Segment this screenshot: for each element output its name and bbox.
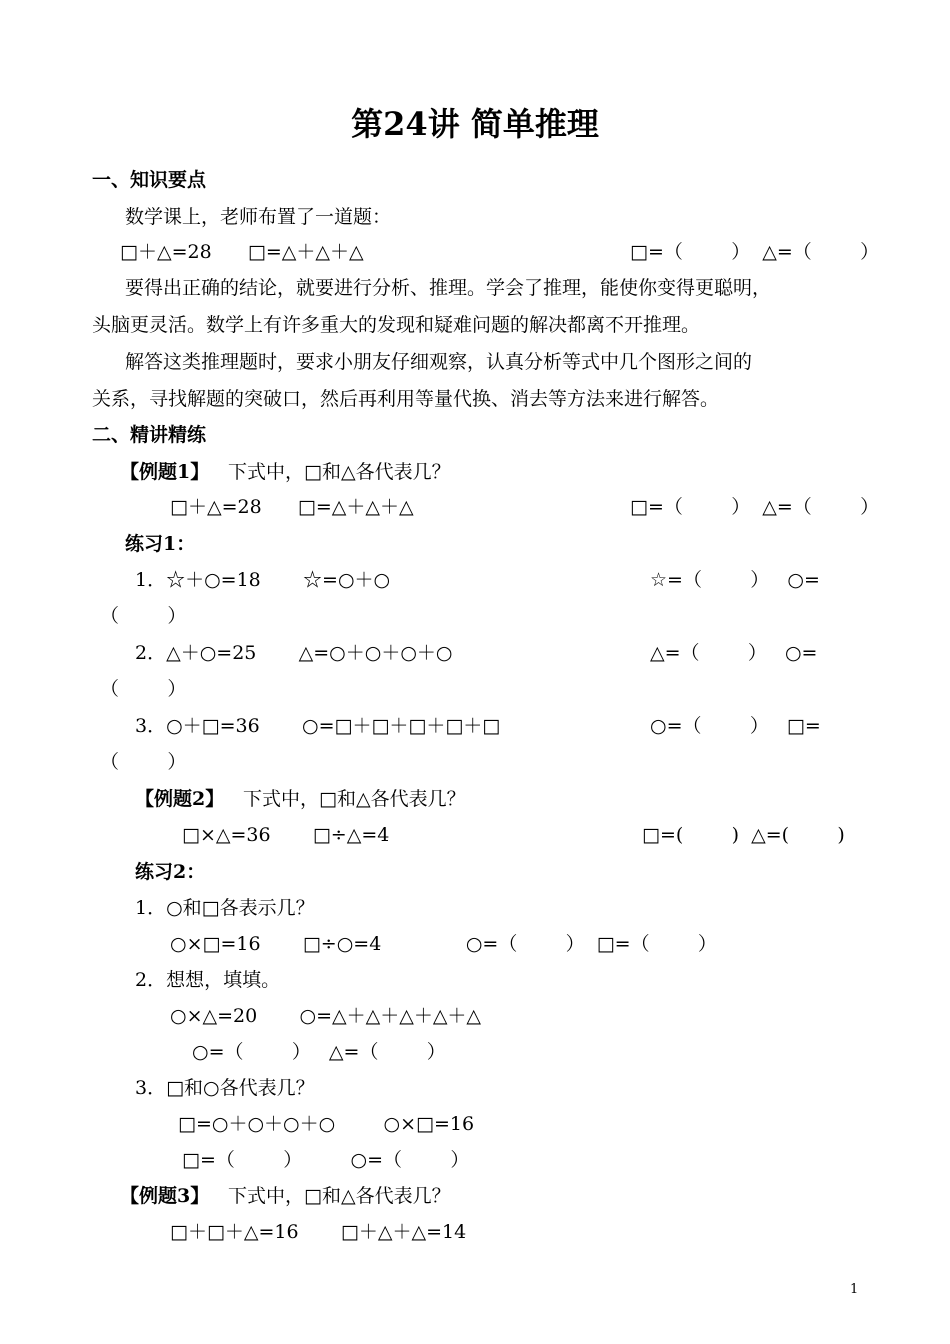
practice-2-question-3-equation: □=○＋○＋○＋○ ○×□=16 [178, 1113, 475, 1135]
page-number: 1 [850, 1282, 859, 1297]
practice-2-question-3: 3．□和○各代表几？ [135, 1077, 315, 1099]
example-1-equation: □＋△=28 □=△＋△＋△ [170, 496, 414, 518]
intro-text: 数学课上，老师布置了一道题： [125, 206, 392, 228]
paragraph-1-line-2: 头脑更灵活。数学上有许多重大的发现和疑难问题的解决都离不开推理。 [92, 314, 701, 336]
example-2-answer-blanks: □=( ) △=( ) [642, 824, 845, 846]
paragraph-2-line-2: 关系，寻找解题的突破口，然后再利用等量代换、消去等方法来进行解答。 [92, 388, 720, 410]
section-heading-knowledge: 一、知识要点 [92, 169, 207, 191]
practice-2-question-2-equation: ○×△=20 ○=△＋△＋△＋△＋△ [170, 1005, 482, 1027]
example-2-equation: □×△=36 □÷△=4 [182, 824, 390, 846]
practice-2-question-3-answer: □=（ ） ○=（ ） [182, 1149, 470, 1171]
intro-answer-blanks: □=（ ） △=（ ） [630, 241, 880, 263]
page-title: 第24讲 简单推理 [351, 105, 599, 143]
practice-1-item-1-answer-wrap: （ ） [100, 605, 187, 627]
example-3-label: 【例题3】 [120, 1185, 210, 1207]
example-1-question: 下式中，□和△各代表几？ [228, 461, 451, 483]
paragraph-1-line-1: 要得出正确的结论，就要进行分析、推理。学会了推理，能使你变得更聪明， [125, 277, 772, 299]
practice-2-question-1-equation: ○×□=16 □÷○=4 ○=（ ） □=（ ） [170, 933, 717, 955]
example-3-equation: □＋□＋△=16 □＋△＋△=14 [170, 1221, 467, 1243]
example-1-label: 【例题1】 [120, 461, 210, 483]
practice-1-item-3-equation: 3．○＋□=36 ○=□＋□＋□＋□＋□ [135, 715, 501, 737]
example-2-label: 【例题2】 [135, 788, 225, 810]
practice-1-item-1-equation: 1．☆＋○=18 ☆=○＋○ [135, 569, 391, 591]
practice-2-question-2-answer: ○=（ ） △=（ ） [192, 1041, 446, 1063]
practice-2-label: 练习2： [135, 861, 206, 883]
practice-1-item-1-answer: ☆=（ ） ○= [650, 569, 820, 591]
example-3-question: 下式中，□和△各代表几？ [228, 1185, 451, 1207]
practice-1-label: 练习1： [125, 533, 196, 555]
section-heading-practice: 二、精讲精练 [92, 424, 207, 446]
intro-equation: □＋△=28 □=△＋△＋△ [120, 241, 364, 263]
practice-2-question-2: 2．想想，填填。 [135, 969, 281, 991]
practice-2-question-1: 1．○和□各表示几？ [135, 897, 315, 919]
practice-1-item-2-answer: △=（ ） ○= [650, 642, 818, 664]
practice-1-item-2-equation: 2．△＋○=25 △=○＋○＋○＋○ [135, 642, 453, 664]
practice-1-item-3-answer-wrap: （ ） [100, 751, 187, 773]
practice-1-item-3-answer: ○=（ ） □= [650, 715, 821, 737]
paragraph-2-line-1: 解答这类推理题时，要求小朋友仔细观察，认真分析等式中几个图形之间的 [125, 351, 753, 373]
example-2-question: 下式中，□和△各代表几？ [243, 788, 466, 810]
example-1-answer-blanks: □=（ ） △=（ ） [630, 496, 880, 518]
practice-1-item-2-answer-wrap: （ ） [100, 678, 187, 700]
